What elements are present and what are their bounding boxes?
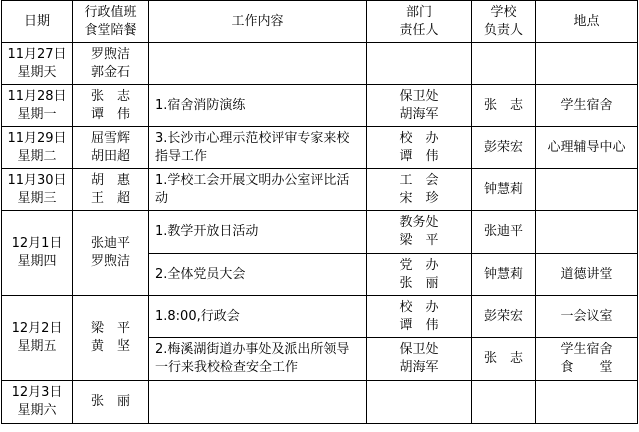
header-duty: 行政值班 食堂陪餐 [73, 1, 149, 43]
school-cell: 张 志 [472, 338, 536, 381]
header-location: 地点 [536, 1, 638, 43]
header-school: 学校 负责人 [472, 1, 536, 43]
table-row [2, 85, 638, 127]
duty-cell: 张迪平 罗煦洁 [73, 211, 149, 296]
school-cell: 钟慧莉 [472, 169, 536, 211]
date-cell: 12月1日 星期四 [2, 211, 73, 296]
duty-cell: 胡 惠 王 超 [73, 169, 149, 211]
school-cell [472, 43, 536, 85]
school-cell [472, 381, 536, 424]
location-cell [536, 43, 638, 85]
date-cell: 11月30日 星期三 [2, 169, 73, 211]
location-cell: 心理辅导中心 [536, 127, 638, 169]
work-cell: 1.宿舍消防演练 [149, 85, 367, 127]
dept-cell: 党 办 张 丽 [367, 254, 472, 296]
date-cell: 11月29日 星期二 [2, 127, 73, 169]
work-cell [149, 43, 367, 85]
table-row [2, 211, 638, 254]
location-cell: 一会议室 [536, 296, 638, 338]
school-cell: 彭荣宏 [472, 127, 536, 169]
work-cell: 2.全体党员大会 [149, 254, 367, 296]
school-cell: 张迪平 [472, 211, 536, 254]
header-dept: 部门 责任人 [367, 1, 472, 43]
work-cell: 1.教学开放日活动 [149, 211, 367, 254]
table-row [2, 169, 638, 211]
dept-cell: 保卫处 胡海军 [367, 338, 472, 381]
location-cell [536, 169, 638, 211]
school-cell: 张 志 [472, 85, 536, 127]
date-cell: 11月28日 星期一 [2, 85, 73, 127]
school-cell: 彭荣宏 [472, 296, 536, 338]
dept-cell: 校 办 谭 伟 [367, 127, 472, 169]
work-cell: 3.长沙市心理示范校评审专家来校指导工作 [149, 127, 367, 169]
schedule-table [1, 0, 638, 424]
dept-cell [367, 43, 472, 85]
header-row [2, 1, 638, 43]
duty-cell: 梁 平 黄 坚 [73, 296, 149, 381]
location-cell: 学生宿舍 食 堂 [536, 338, 638, 381]
header-work: 工作内容 [149, 1, 367, 43]
dept-cell: 保卫处 胡海军 [367, 85, 472, 127]
date-cell: 12月2日 星期五 [2, 296, 73, 381]
location-cell [536, 211, 638, 254]
table-row [2, 127, 638, 169]
header-date: 日期 [2, 1, 73, 43]
work-cell: 1.8:00,行政会 [149, 296, 367, 338]
dept-cell: 工 会 宋 珍 [367, 169, 472, 211]
school-cell: 钟慧莉 [472, 254, 536, 296]
dept-cell: 校 办 谭 伟 [367, 296, 472, 338]
location-cell [536, 381, 638, 424]
duty-cell: 张 志 谭 伟 [73, 85, 149, 127]
duty-cell: 罗煦洁 郭金石 [73, 43, 149, 85]
dept-cell [367, 381, 472, 424]
date-cell: 12月3日 星期六 [2, 381, 73, 424]
table-row [2, 296, 638, 338]
table-row [2, 43, 638, 85]
duty-cell: 张 丽 [73, 381, 149, 424]
date-cell: 11月27日 星期天 [2, 43, 73, 85]
work-cell: 2.梅溪湖街道办事处及派出所领导一行来我校检查安全工作 [149, 338, 367, 381]
table-row [2, 381, 638, 424]
work-cell [149, 381, 367, 424]
duty-cell: 屈雪辉 胡田超 [73, 127, 149, 169]
work-cell: 1.学校工会开展文明办公室评比活动 [149, 169, 367, 211]
location-cell: 学生宿舍 [536, 85, 638, 127]
location-cell: 道德讲堂 [536, 254, 638, 296]
dept-cell: 教务处 梁 平 [367, 211, 472, 254]
